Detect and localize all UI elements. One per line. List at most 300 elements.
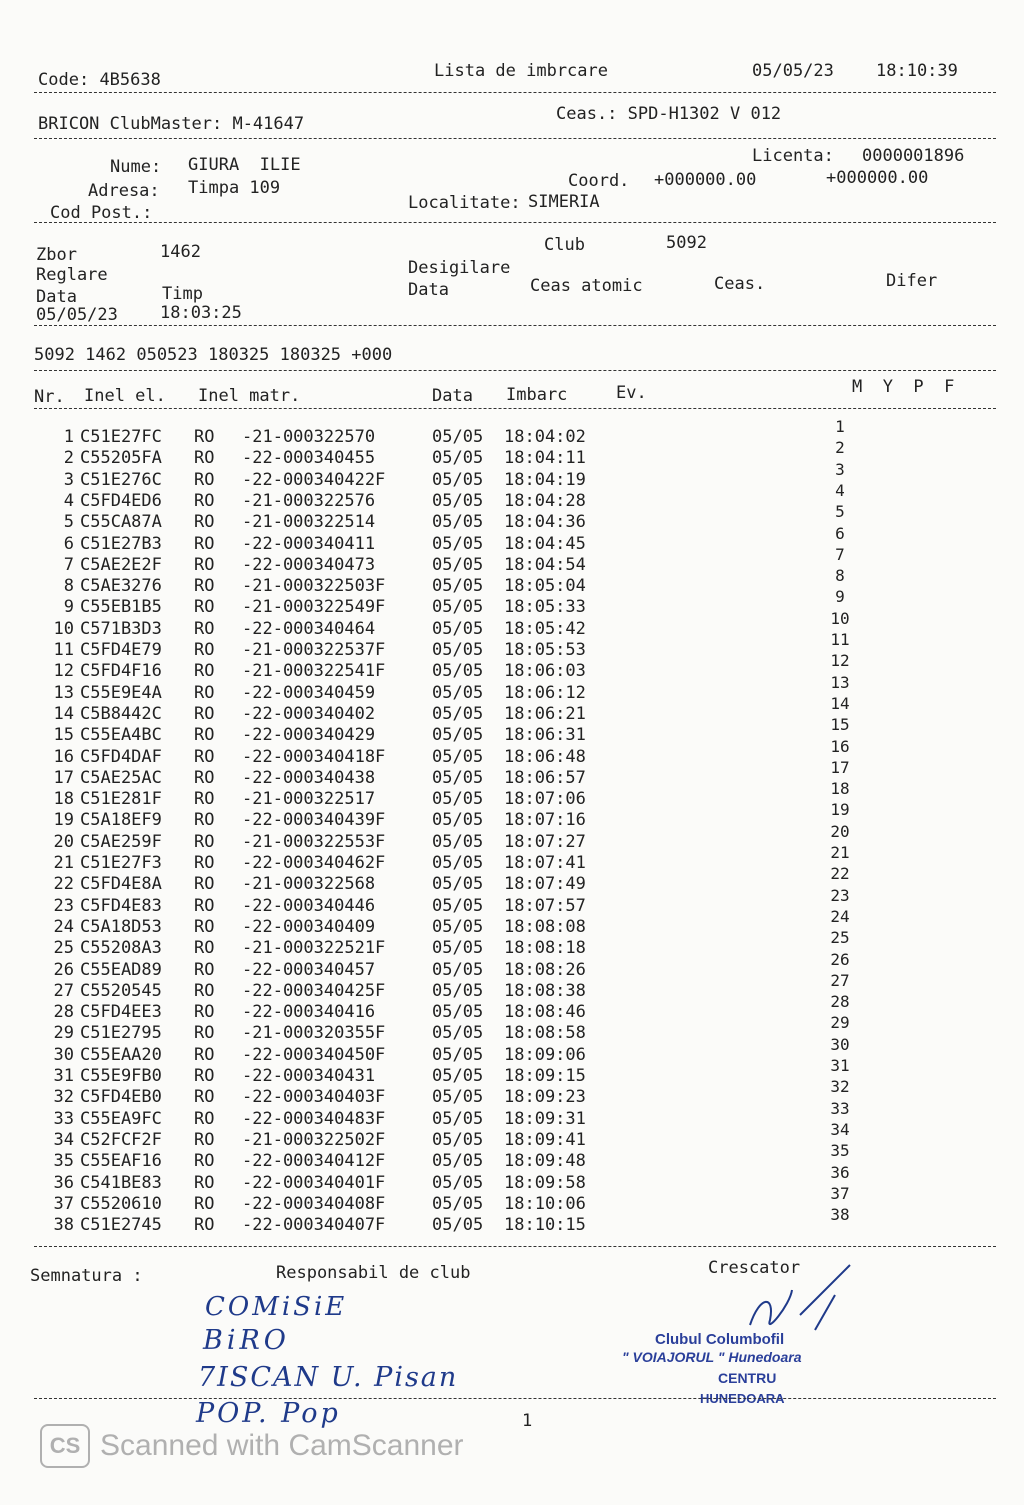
row-nr: 27 bbox=[53, 980, 74, 1001]
row-date: 05/05 bbox=[432, 831, 484, 852]
row-ring-number: -22-000340407F bbox=[242, 1215, 386, 1236]
row-ring-number: -21-000322570 bbox=[242, 427, 376, 447]
row-nr: 16 bbox=[53, 746, 74, 767]
row-ring-number: -22-000340416 bbox=[242, 1002, 376, 1023]
row-boarding-time: 18:04:45 bbox=[504, 533, 586, 554]
row-country: RO bbox=[194, 1044, 215, 1065]
row-boarding-time: 18:05:33 bbox=[504, 597, 586, 618]
row-electronic-ring: C571B3D3 bbox=[80, 618, 162, 639]
owner-name-label: Nume: bbox=[110, 157, 162, 177]
row-country: RO bbox=[194, 1087, 215, 1108]
row-electronic-ring: C5520610 bbox=[80, 1193, 162, 1214]
row-electronic-ring: C5FD4E8A bbox=[80, 874, 162, 895]
row-ring-number: -21-000322549F bbox=[242, 597, 386, 618]
row-date: 05/05 bbox=[432, 895, 484, 916]
desig-date-label: Data bbox=[408, 280, 449, 300]
row-boarding-time: 18:04:28 bbox=[504, 490, 586, 511]
row-rank: 26 bbox=[830, 949, 850, 969]
camscanner-text: Scanned with CamScanner bbox=[100, 1429, 464, 1462]
row-country: RO bbox=[194, 895, 215, 916]
reg-time: 18:03:25 bbox=[160, 303, 242, 323]
row-country: RO bbox=[194, 746, 215, 767]
row-rank: 12 bbox=[830, 651, 850, 671]
row-country: RO bbox=[194, 661, 215, 682]
document-title: Lista de imbrcare bbox=[434, 61, 608, 81]
row-date: 05/05 bbox=[432, 959, 484, 980]
row-electronic-ring: C51E276C bbox=[80, 469, 162, 490]
reglare-label: Reglare bbox=[36, 265, 108, 285]
row-nr: 3 bbox=[63, 469, 74, 490]
row-rank: 8 bbox=[835, 566, 845, 586]
row-country: RO bbox=[194, 1002, 215, 1023]
row-date: 05/05 bbox=[432, 576, 484, 597]
row-boarding-time: 18:07:57 bbox=[504, 895, 586, 916]
row-nr: 13 bbox=[53, 682, 74, 703]
row-country: RO bbox=[194, 1151, 215, 1172]
row-country: RO bbox=[194, 1215, 215, 1236]
row-rank: 17 bbox=[830, 757, 850, 777]
row-date: 05/05 bbox=[432, 597, 484, 618]
row-ring-number: -21-000322517 bbox=[242, 789, 376, 810]
row-rank: 32 bbox=[830, 1077, 850, 1097]
row-boarding-time: 18:06:12 bbox=[504, 682, 586, 703]
row-country: RO bbox=[194, 725, 215, 746]
row-nr: 6 bbox=[63, 533, 74, 554]
row-date: 05/05 bbox=[432, 853, 484, 873]
clock-id: Ceas.: SPD-H1302 V 012 bbox=[556, 104, 782, 124]
row-date: 05/05 bbox=[432, 469, 484, 490]
device-id: BRICON ClubMaster: M-41647 bbox=[38, 114, 305, 134]
divider bbox=[34, 92, 996, 93]
col-ring-number: Inel matr. bbox=[198, 386, 301, 406]
row-nr: 29 bbox=[53, 1023, 74, 1044]
row-ring-number: -22-000340459 bbox=[242, 682, 376, 703]
row-date: 05/05 bbox=[432, 1044, 484, 1065]
row-date: 05/05 bbox=[432, 1215, 484, 1236]
row-ring-number: -22-000340483F bbox=[242, 1108, 386, 1129]
row-nr: 14 bbox=[53, 703, 74, 724]
row-boarding-time: 18:06:48 bbox=[504, 746, 586, 767]
stamp-line3: CENTRU bbox=[718, 1370, 777, 1386]
row-boarding-time: 18:08:18 bbox=[504, 938, 586, 959]
owner-address: Timpa 109 bbox=[188, 178, 281, 198]
row-electronic-ring: C5B8442C bbox=[80, 703, 162, 724]
divider bbox=[34, 1246, 996, 1247]
row-country: RO bbox=[194, 512, 215, 533]
coord-label: Coord. bbox=[568, 171, 630, 191]
row-ring-number: -22-000340455 bbox=[242, 448, 376, 469]
row-ring-number: -22-000340402 bbox=[242, 703, 376, 724]
row-nr: 23 bbox=[53, 895, 74, 916]
col-event: Ev. bbox=[616, 383, 647, 403]
row-electronic-ring: C5FD4EE3 bbox=[80, 1002, 162, 1023]
stamp-line1: Clubul Columbofil bbox=[655, 1331, 785, 1348]
row-boarding-time: 18:04:19 bbox=[504, 469, 586, 490]
row-ring-number: -22-000340422F bbox=[242, 469, 386, 490]
row-electronic-ring: C55205FA bbox=[80, 448, 162, 469]
club-number: 5092 bbox=[666, 233, 707, 253]
row-nr: 7 bbox=[63, 554, 74, 575]
row-rank: 20 bbox=[830, 821, 850, 841]
row-nr: 20 bbox=[53, 831, 74, 852]
row-electronic-ring: C5520545 bbox=[80, 980, 162, 1001]
stamp-line2: " VOIAJORUL " Hunedoara bbox=[622, 1349, 802, 1365]
row-boarding-time: 18:04:02 bbox=[504, 427, 586, 447]
row-electronic-ring: C5AE259F bbox=[80, 831, 162, 852]
row-boarding-time: 18:05:04 bbox=[504, 576, 586, 597]
handwritten-name-piscanu: 7ISCAN U. Pisan bbox=[198, 1362, 459, 1393]
row-ring-number: -22-000340425F bbox=[242, 980, 386, 1001]
divider bbox=[34, 325, 996, 326]
row-nr: 25 bbox=[53, 938, 74, 959]
handwritten-commission: COMiSiE bbox=[205, 1292, 348, 1322]
handwritten-name-biro: BiRO bbox=[203, 1325, 290, 1356]
row-boarding-time: 18:04:11 bbox=[504, 448, 586, 469]
row-boarding-time: 18:06:21 bbox=[504, 703, 586, 724]
row-rank: 34 bbox=[830, 1119, 850, 1139]
row-country: RO bbox=[194, 618, 215, 639]
row-electronic-ring: C55EAA20 bbox=[80, 1044, 162, 1065]
row-date: 05/05 bbox=[432, 938, 484, 959]
row-country: RO bbox=[194, 789, 215, 810]
row-boarding-time: 18:09:48 bbox=[504, 1151, 586, 1172]
row-rank: 10 bbox=[830, 608, 850, 628]
row-ring-number: -21-000322568 bbox=[242, 874, 376, 895]
row-boarding-time: 18:09:58 bbox=[504, 1172, 586, 1193]
row-electronic-ring: C5AE25AC bbox=[80, 767, 162, 788]
row-boarding-time: 18:09:23 bbox=[504, 1087, 586, 1108]
row-country: RO bbox=[194, 682, 215, 703]
row-ring-number: -22-000340473 bbox=[242, 554, 376, 575]
row-ring-number: -22-000340408F bbox=[242, 1193, 386, 1214]
row-date: 05/05 bbox=[432, 618, 484, 639]
row-nr: 34 bbox=[53, 1129, 74, 1150]
row-ring-number: -22-000340429 bbox=[242, 725, 376, 746]
row-rank: 5 bbox=[835, 502, 845, 522]
row-boarding-time: 18:08:58 bbox=[504, 1023, 586, 1044]
row-nr: 9 bbox=[63, 597, 74, 618]
row-ring-number: -22-000340462F bbox=[242, 853, 386, 873]
row-electronic-ring: C5A18D53 bbox=[80, 916, 162, 937]
row-ring-number: -21-000322576 bbox=[242, 490, 376, 511]
atomic-clock-label: Ceas atomic bbox=[530, 276, 643, 296]
row-nr: 26 bbox=[53, 959, 74, 980]
row-nr: 4 bbox=[63, 490, 74, 511]
row-rank: 29 bbox=[830, 1013, 850, 1033]
row-nr: 2 bbox=[63, 448, 74, 469]
divider bbox=[34, 1398, 996, 1399]
row-date: 05/05 bbox=[432, 661, 484, 682]
row-rank: 11 bbox=[830, 630, 850, 649]
header-time: 18:10:39 bbox=[876, 61, 958, 81]
page-number: 1 bbox=[522, 1411, 533, 1431]
row-electronic-ring: C5FD4EB0 bbox=[80, 1087, 162, 1108]
row-boarding-time: 18:09:06 bbox=[504, 1044, 586, 1065]
locality-value: SIMERIA bbox=[528, 192, 600, 212]
row-country: RO bbox=[194, 810, 215, 831]
row-ring-number: -22-000340412F bbox=[242, 1151, 386, 1172]
row-country: RO bbox=[194, 640, 215, 660]
row-date: 05/05 bbox=[432, 1087, 484, 1108]
row-rank: 1 bbox=[835, 417, 845, 436]
row-ring-number: -21-000322502F bbox=[242, 1129, 386, 1150]
coord-x: +000000.00 bbox=[654, 170, 757, 190]
row-electronic-ring: C5FD4E79 bbox=[80, 640, 162, 660]
license-label: Licenta: bbox=[752, 146, 834, 166]
row-ring-number: -21-000322503F bbox=[242, 576, 386, 597]
row-nr: 37 bbox=[53, 1193, 74, 1214]
locality-label: Localitate: bbox=[408, 193, 521, 213]
row-date: 05/05 bbox=[432, 1193, 484, 1214]
row-ring-number: -22-000340446 bbox=[242, 895, 376, 916]
row-electronic-ring: C51E27FC bbox=[80, 427, 162, 447]
row-rank: 27 bbox=[830, 970, 850, 990]
row-date: 05/05 bbox=[432, 640, 484, 660]
row-date: 05/05 bbox=[432, 746, 484, 767]
row-nr: 19 bbox=[53, 810, 74, 831]
row-electronic-ring: C5FD4DAF bbox=[80, 746, 162, 767]
row-rank: 36 bbox=[830, 1162, 850, 1182]
row-date: 05/05 bbox=[432, 1151, 484, 1172]
row-nr: 22 bbox=[53, 874, 74, 895]
row-country: RO bbox=[194, 703, 215, 724]
row-electronic-ring: C55EA9FC bbox=[80, 1108, 162, 1129]
row-boarding-time: 18:09:41 bbox=[504, 1129, 586, 1150]
row-electronic-ring: C55EA4BC bbox=[80, 725, 162, 746]
row-nr: 5 bbox=[63, 512, 74, 533]
row-rank: 19 bbox=[830, 800, 850, 820]
row-country: RO bbox=[194, 448, 215, 469]
row-country: RO bbox=[194, 831, 215, 852]
row-nr: 35 bbox=[53, 1151, 74, 1172]
col-electronic-ring: Inel el. bbox=[84, 386, 166, 406]
row-ring-number: -22-000340464 bbox=[242, 618, 376, 639]
row-rank: 16 bbox=[830, 736, 850, 756]
row-nr: 38 bbox=[53, 1215, 74, 1236]
flight-label: Zbor bbox=[36, 245, 77, 265]
row-date: 05/05 bbox=[432, 533, 484, 554]
row-country: RO bbox=[194, 916, 215, 937]
camscanner-watermark bbox=[40, 1424, 464, 1468]
row-country: RO bbox=[194, 533, 215, 554]
row-rank: 21 bbox=[830, 843, 850, 862]
row-country: RO bbox=[194, 853, 215, 873]
flight-number: 1462 bbox=[160, 242, 201, 262]
row-country: RO bbox=[194, 1193, 215, 1214]
row-nr: 15 bbox=[53, 725, 74, 746]
row-boarding-time: 18:07:16 bbox=[504, 810, 586, 831]
row-nr: 12 bbox=[53, 661, 74, 682]
divider bbox=[34, 370, 996, 371]
row-nr: 21 bbox=[53, 853, 74, 873]
breeder-label: Crescator bbox=[708, 1258, 801, 1278]
row-rank: 37 bbox=[830, 1183, 850, 1203]
row-electronic-ring: C55E9FB0 bbox=[80, 1066, 162, 1086]
row-rank: 9 bbox=[835, 587, 845, 607]
reg-date: 05/05/23 bbox=[36, 305, 118, 325]
club-label: Club bbox=[544, 235, 585, 255]
row-country: RO bbox=[194, 576, 215, 597]
row-country: RO bbox=[194, 1023, 215, 1044]
row-country: RO bbox=[194, 469, 215, 490]
reg-date-label: Data bbox=[36, 287, 77, 307]
row-electronic-ring: C51E27B3 bbox=[80, 533, 162, 554]
reg-time-label: Timp bbox=[162, 284, 203, 304]
row-electronic-ring: C51E2745 bbox=[80, 1215, 162, 1236]
code-label: Code: 4B5638 bbox=[38, 70, 161, 90]
row-date: 05/05 bbox=[432, 916, 484, 937]
row-ring-number: -21-000322521F bbox=[242, 938, 386, 959]
divider bbox=[34, 138, 996, 139]
row-rank: 14 bbox=[830, 693, 850, 713]
row-nr: 36 bbox=[53, 1172, 74, 1193]
row-boarding-time: 18:05:42 bbox=[504, 618, 586, 639]
row-rank: 6 bbox=[835, 523, 845, 543]
handwritten-name-pop: POP. Pop bbox=[196, 1398, 341, 1429]
row-electronic-ring: C55CA87A bbox=[80, 512, 162, 533]
row-nr: 30 bbox=[53, 1044, 74, 1065]
divider bbox=[34, 408, 996, 409]
row-rank: 35 bbox=[830, 1141, 850, 1161]
row-date: 05/05 bbox=[432, 1002, 484, 1023]
row-boarding-time: 18:06:57 bbox=[504, 767, 586, 788]
row-date: 05/05 bbox=[432, 725, 484, 746]
row-date: 05/05 bbox=[432, 448, 484, 469]
row-date: 05/05 bbox=[432, 427, 484, 447]
row-ring-number: -22-000340411 bbox=[242, 533, 376, 554]
row-ring-number: -22-000340418F bbox=[242, 746, 386, 767]
row-date: 05/05 bbox=[432, 789, 484, 810]
row-rank: 23 bbox=[830, 885, 850, 905]
row-boarding-time: 18:09:31 bbox=[504, 1108, 586, 1129]
row-date: 05/05 bbox=[432, 1129, 484, 1150]
row-ring-number: -22-000340403F bbox=[242, 1087, 386, 1108]
row-boarding-time: 18:08:08 bbox=[504, 916, 586, 937]
row-ring-number: -21-000320355F bbox=[242, 1023, 386, 1044]
row-country: RO bbox=[194, 490, 215, 511]
summary-line: 5092 1462 050523 180325 180325 +000 bbox=[34, 345, 393, 365]
row-nr: 28 bbox=[53, 1002, 74, 1023]
row-electronic-ring: C55208A3 bbox=[80, 938, 162, 959]
row-rank: 33 bbox=[830, 1098, 850, 1118]
row-rank: 31 bbox=[830, 1056, 850, 1075]
row-boarding-time: 18:04:54 bbox=[504, 554, 586, 575]
row-electronic-ring: C51E27F3 bbox=[80, 853, 162, 873]
row-rank: 3 bbox=[835, 459, 845, 479]
row-ring-number: -22-000340438 bbox=[242, 767, 376, 788]
stamp-line4: HUNEDOARA bbox=[700, 1391, 785, 1406]
row-ring-number: -21-000322514 bbox=[242, 512, 376, 533]
row-rank: 13 bbox=[830, 672, 850, 692]
divider bbox=[34, 222, 996, 223]
clock-label: Ceas. bbox=[714, 274, 766, 294]
row-date: 05/05 bbox=[432, 554, 484, 575]
row-ring-number: -22-000340450F bbox=[242, 1044, 386, 1065]
row-rank: 25 bbox=[830, 928, 850, 948]
code-value: 4B5638 bbox=[99, 70, 161, 90]
club-responsible-label: Responsabil de club bbox=[276, 1263, 471, 1283]
row-date: 05/05 bbox=[432, 682, 484, 703]
row-boarding-time: 18:04:36 bbox=[504, 512, 586, 533]
header-date: 05/05/23 bbox=[752, 61, 834, 81]
row-nr: 8 bbox=[63, 576, 74, 597]
row-ring-number: -22-000340401F bbox=[242, 1172, 386, 1193]
row-ring-number: -21-000322541F bbox=[242, 661, 386, 682]
row-electronic-ring: C55EAF16 bbox=[80, 1151, 162, 1172]
row-country: RO bbox=[194, 938, 215, 959]
row-ring-number: -22-000340439F bbox=[242, 810, 386, 831]
row-ring-number: -21-000322537F bbox=[242, 640, 386, 660]
row-electronic-ring: C55EB1B5 bbox=[80, 597, 162, 618]
row-country: RO bbox=[194, 1129, 215, 1150]
row-boarding-time: 18:07:49 bbox=[504, 874, 586, 895]
row-country: RO bbox=[194, 1172, 215, 1193]
row-country: RO bbox=[194, 427, 215, 447]
row-date: 05/05 bbox=[432, 810, 484, 831]
row-electronic-ring: C51E2795 bbox=[80, 1023, 162, 1044]
row-country: RO bbox=[194, 597, 215, 618]
row-nr: 17 bbox=[53, 767, 74, 788]
row-rank: 22 bbox=[830, 864, 850, 884]
row-electronic-ring: C5AE3276 bbox=[80, 576, 162, 597]
col-mypf: M Y P F bbox=[852, 377, 955, 397]
row-electronic-ring: C55EAD89 bbox=[80, 959, 162, 980]
row-electronic-ring: C541BE83 bbox=[80, 1172, 162, 1193]
row-ring-number: -22-000340409 bbox=[242, 916, 376, 937]
row-boarding-time: 18:07:27 bbox=[504, 831, 586, 852]
row-electronic-ring: C52FCF2F bbox=[80, 1129, 162, 1150]
row-electronic-ring: C51E281F bbox=[80, 789, 162, 810]
signature-label: Semnatura : bbox=[30, 1266, 143, 1286]
difference-label: Difer bbox=[886, 271, 938, 291]
row-country: RO bbox=[194, 767, 215, 788]
row-boarding-time: 18:07:06 bbox=[504, 789, 586, 810]
row-rank: 38 bbox=[830, 1205, 850, 1225]
row-nr: 10 bbox=[53, 618, 74, 639]
row-nr: 1 bbox=[63, 427, 74, 447]
row-date: 05/05 bbox=[432, 512, 484, 533]
row-date: 05/05 bbox=[432, 490, 484, 511]
row-electronic-ring: C5AE2E2F bbox=[80, 554, 162, 575]
row-date: 05/05 bbox=[432, 1108, 484, 1129]
row-electronic-ring: C55E9E4A bbox=[80, 682, 162, 703]
row-date: 05/05 bbox=[432, 1023, 484, 1044]
row-boarding-time: 18:06:31 bbox=[504, 725, 586, 746]
row-date: 05/05 bbox=[432, 767, 484, 788]
row-electronic-ring: C5FD4ED6 bbox=[80, 490, 162, 511]
row-electronic-ring: C5FD4E83 bbox=[80, 895, 162, 916]
row-rank: 24 bbox=[830, 906, 850, 926]
desigilare-label: Desigilare bbox=[408, 258, 511, 278]
row-boarding-time: 18:10:06 bbox=[504, 1193, 586, 1214]
row-electronic-ring: C5FD4F16 bbox=[80, 661, 162, 682]
row-date: 05/05 bbox=[432, 980, 484, 1001]
owner-name: GIURA ILIE bbox=[188, 155, 301, 175]
row-date: 05/05 bbox=[432, 703, 484, 724]
row-rank: 2 bbox=[835, 438, 845, 458]
row-nr: 24 bbox=[53, 916, 74, 937]
row-rank: 28 bbox=[830, 992, 850, 1012]
row-rank: 4 bbox=[835, 480, 845, 500]
coord-y: +000000.00 bbox=[826, 168, 929, 188]
row-nr: 31 bbox=[53, 1066, 74, 1086]
row-boarding-time: 18:08:38 bbox=[504, 980, 586, 1001]
col-nr: Nr. bbox=[34, 387, 65, 407]
row-date: 05/05 bbox=[432, 1172, 484, 1193]
row-country: RO bbox=[194, 554, 215, 575]
row-country: RO bbox=[194, 874, 215, 895]
row-rank: 7 bbox=[835, 544, 845, 564]
